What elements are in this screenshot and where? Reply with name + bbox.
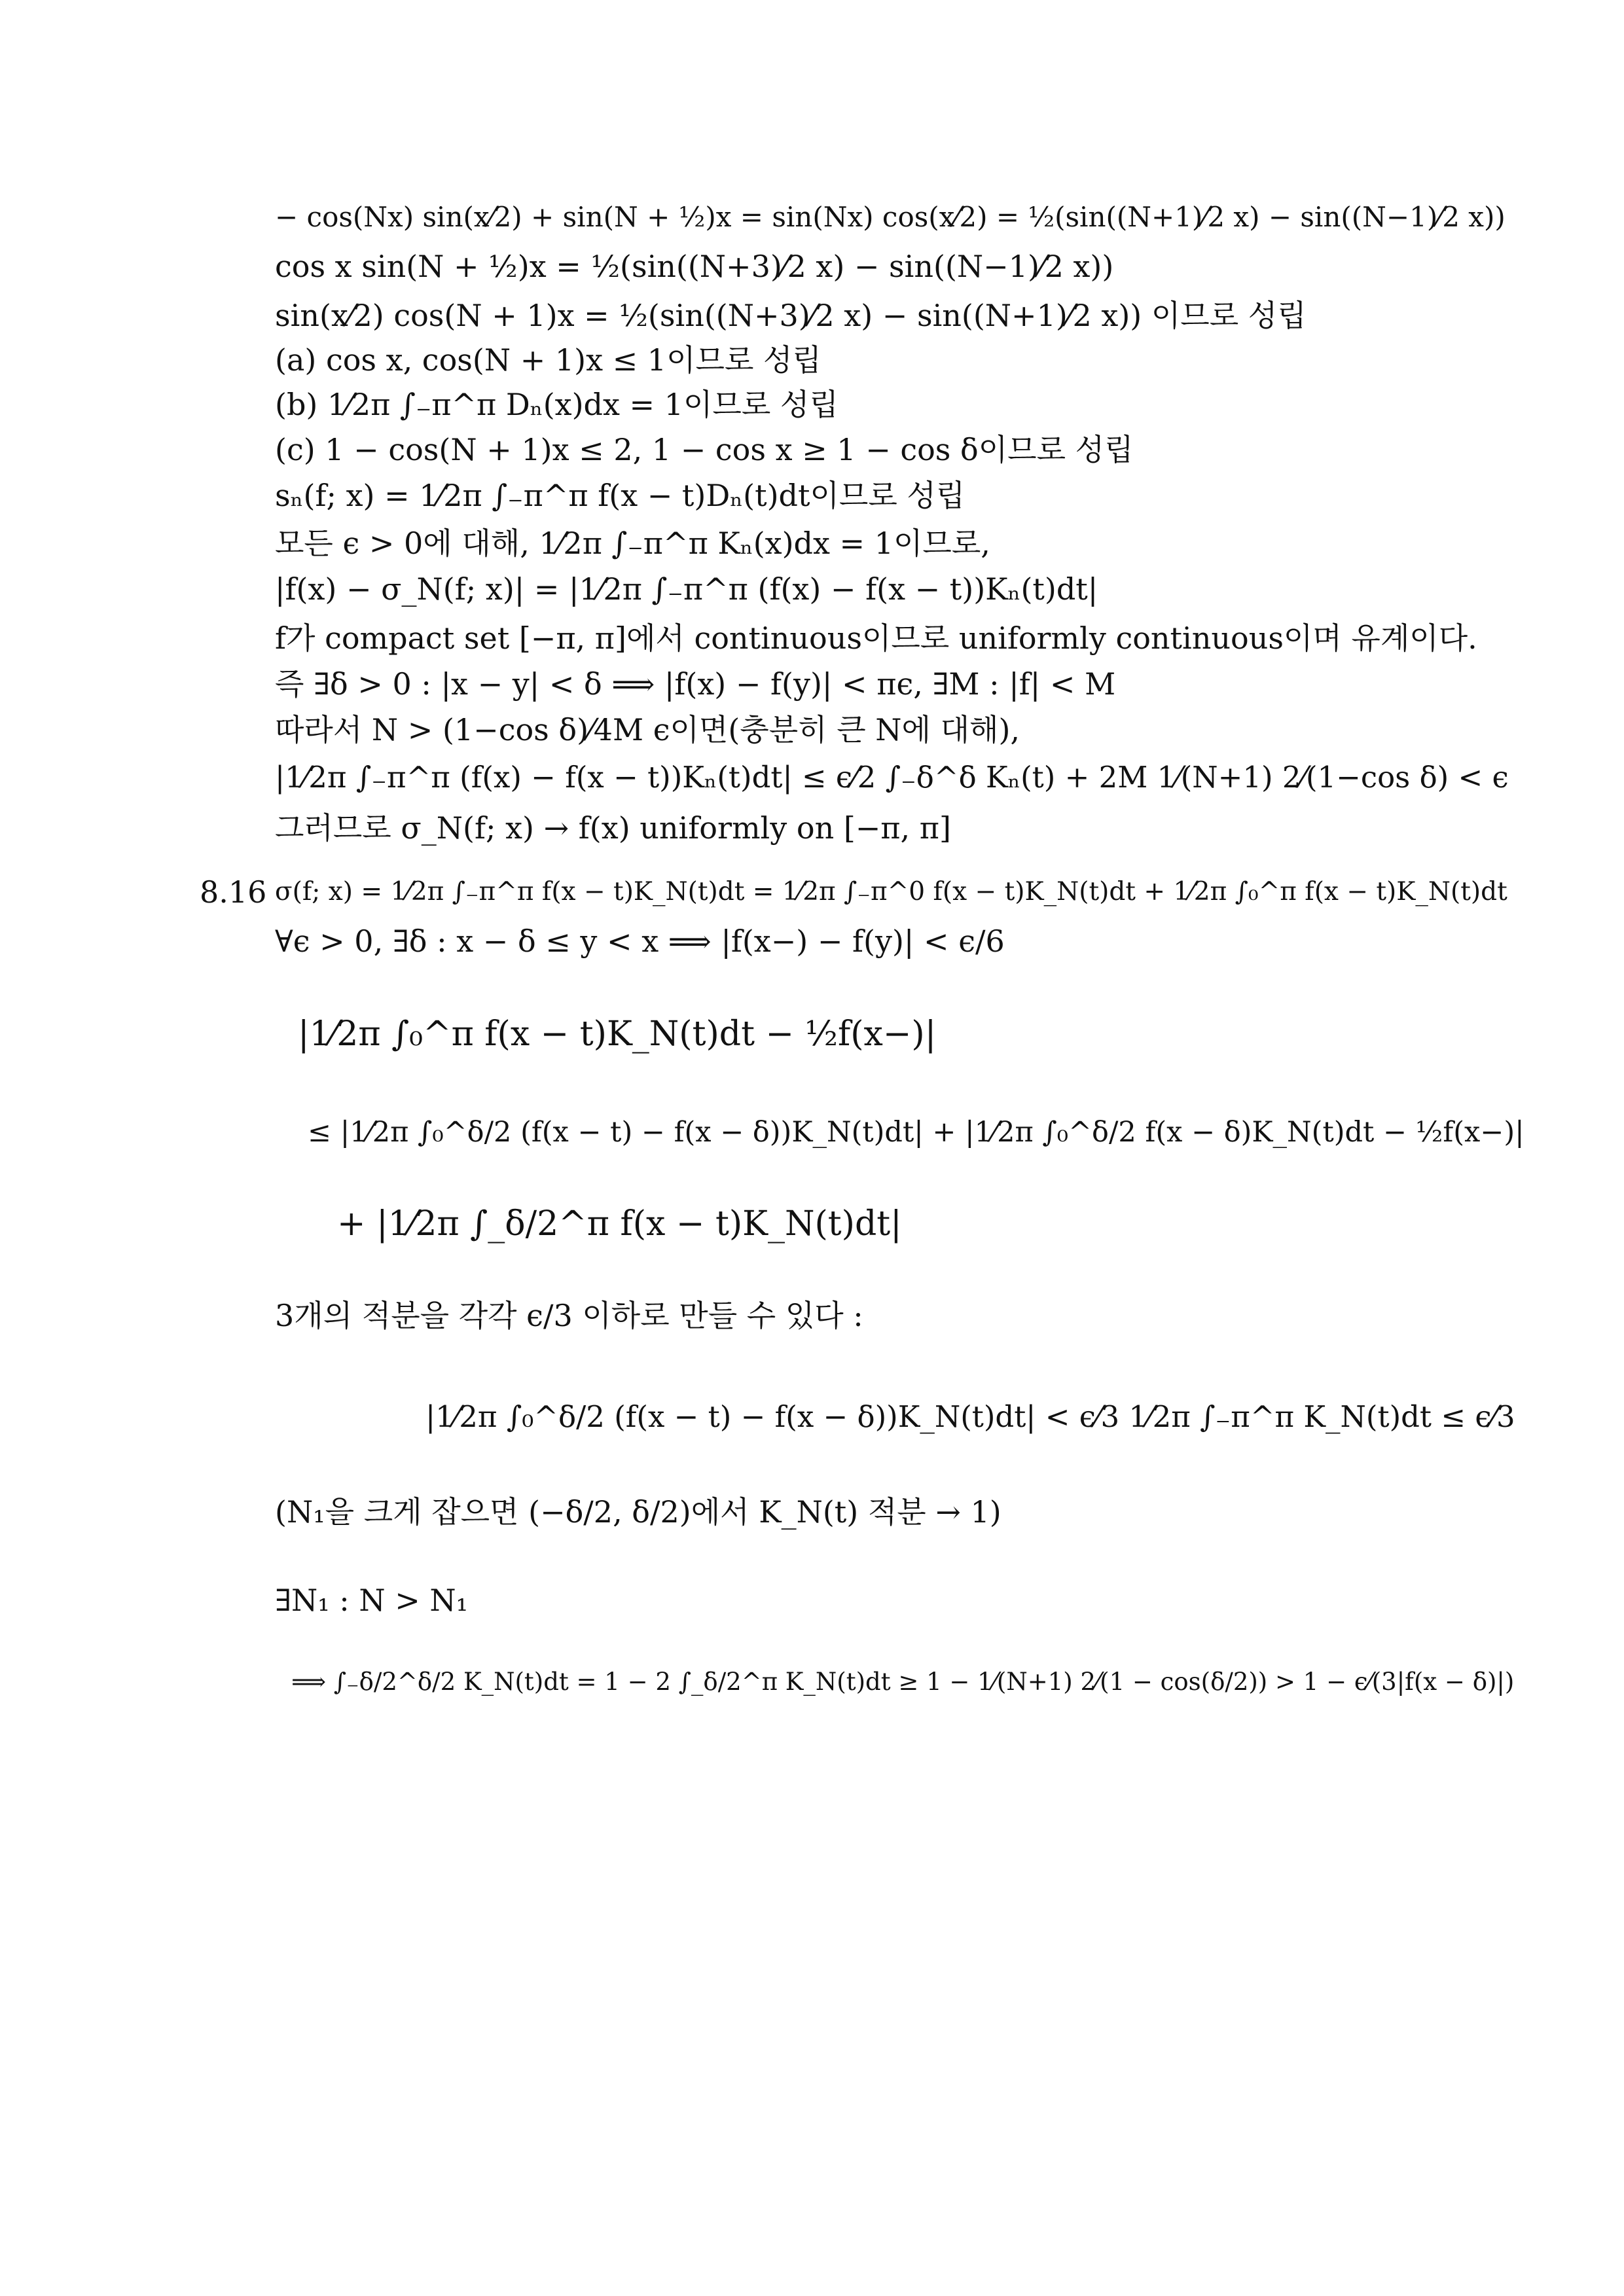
equation-line: (c) 1 − cos(N + 1)x ≤ 2, 1 − cos x ≥ 1 − cos δ이므로 성립 bbox=[275, 432, 1134, 467]
text-line: 3개의 적분을 각각 ϵ/3 이하로 만들 수 있다 : bbox=[275, 1298, 863, 1333]
equation-line: |f(x) − σ_N(f; x)| = |1⁄2π ∫₋π^π (f(x) − f(x − t))Kₙ(t)dt| bbox=[275, 571, 1098, 607]
equation-line: |1⁄2π ∫₋π^π (f(x) − f(x − t))Kₙ(t)dt| ≤ ϵ⁄2 ∫₋δ^δ Kₙ(t) + 2M 1⁄(N+1) 2⁄(1−cos δ) < ϵ bbox=[275, 760, 1509, 795]
equation-line: cos x sin(N + ½)x = ½(sin((N+3)⁄2 x) − sin((N−1)⁄2 x)) bbox=[275, 249, 1114, 284]
display-equation-line: + |1⁄2π ∫_δ/2^π f(x − t)K_N(t)dt| bbox=[337, 1204, 902, 1244]
equation-line: (a) cos x, cos(N + 1)x ≤ 1이므로 성립 bbox=[275, 342, 821, 378]
equation-line: ∀ϵ > 0, ∃δ : x − δ ≤ y < x ⟹ |f(x−) − f(y)| < ϵ/6 bbox=[275, 924, 1005, 959]
text-line: ∃N₁ : N > N₁ bbox=[275, 1583, 469, 1618]
equation-line: (b) 1⁄2π ∫₋π^π Dₙ(x)dx = 1이므로 성립 bbox=[275, 387, 839, 422]
text-line: (N₁을 크게 잡으면 (−δ/2, δ/2)에서 K_N(t) 적분 → 1) bbox=[275, 1494, 1001, 1530]
equation-line: 그러므로 σ_N(f; x) → f(x) uniformly on [−π, π] bbox=[275, 810, 951, 846]
equation-line: − cos(Nx) sin(x⁄2) + sin(N + ½)x = sin(Nx) cos(x⁄2) = ½(sin((N+1)⁄2 x) − sin((N−1)⁄2 x)) bbox=[275, 201, 1506, 233]
equation-line: 따라서 N > (1−cos δ)⁄4M ϵ이면(충분히 큰 N에 대해), bbox=[275, 712, 1020, 747]
equation-line: sin(x⁄2) cos(N + 1)x = ½(sin((N+3)⁄2 x) − sin((N+1)⁄2 x)) 이므로 성립 bbox=[275, 298, 1307, 333]
display-equation-line: |1⁄2π ∫₀^π f(x − t)K_N(t)dt − ½f(x−)| bbox=[298, 1014, 937, 1054]
display-equation: |1⁄2π ∫₀^δ/2 (f(x − t) − f(x − δ))K_N(t)dt| < ϵ⁄3 1⁄2π ∫₋π^π K_N(t)dt ≤ ϵ⁄3 bbox=[425, 1399, 1515, 1434]
problem-number: 8.16 bbox=[200, 874, 267, 910]
equation-line: σ(f; x) = 1⁄2π ∫₋π^π f(x − t)K_N(t)dt = 1⁄2π ∫₋π^0 f(x − t)K_N(t)dt + 1⁄2π ∫₀^π f(x − t)K_N(t)dt bbox=[275, 877, 1507, 906]
equation-line: 즉 ∃δ > 0 : |x − y| < δ ⟹ |f(x) − f(y)| < πϵ, ∃M : |f| < M bbox=[275, 666, 1116, 702]
equation-line: 모든 ϵ > 0에 대해, 1⁄2π ∫₋π^π Kₙ(x)dx = 1이므로, bbox=[275, 526, 990, 561]
display-equation-line: ≤ |1⁄2π ∫₀^δ/2 (f(x − t) − f(x − δ))K_N(t)dt| + |1⁄2π ∫₀^δ/2 f(x − δ)K_N(t)dt − ½f(x−)| bbox=[308, 1116, 1525, 1149]
display-equation: ⟹ ∫₋δ/2^δ/2 K_N(t)dt = 1 − 2 ∫_δ/2^π K_N(t)dt ≥ 1 − 1⁄(N+1) 2⁄(1 − cos(δ/2)) > 1 − ϵ⁄(3|f(x − δ)|) bbox=[291, 1668, 1515, 1696]
text-line: f가 compact set [−π, π]에서 continuous이므로 uniformly continuous이며 유계이다. bbox=[275, 620, 1477, 656]
equation-line: sₙ(f; x) = 1⁄2π ∫₋π^π f(x − t)Dₙ(t)dt이므로 성립 bbox=[275, 478, 965, 513]
